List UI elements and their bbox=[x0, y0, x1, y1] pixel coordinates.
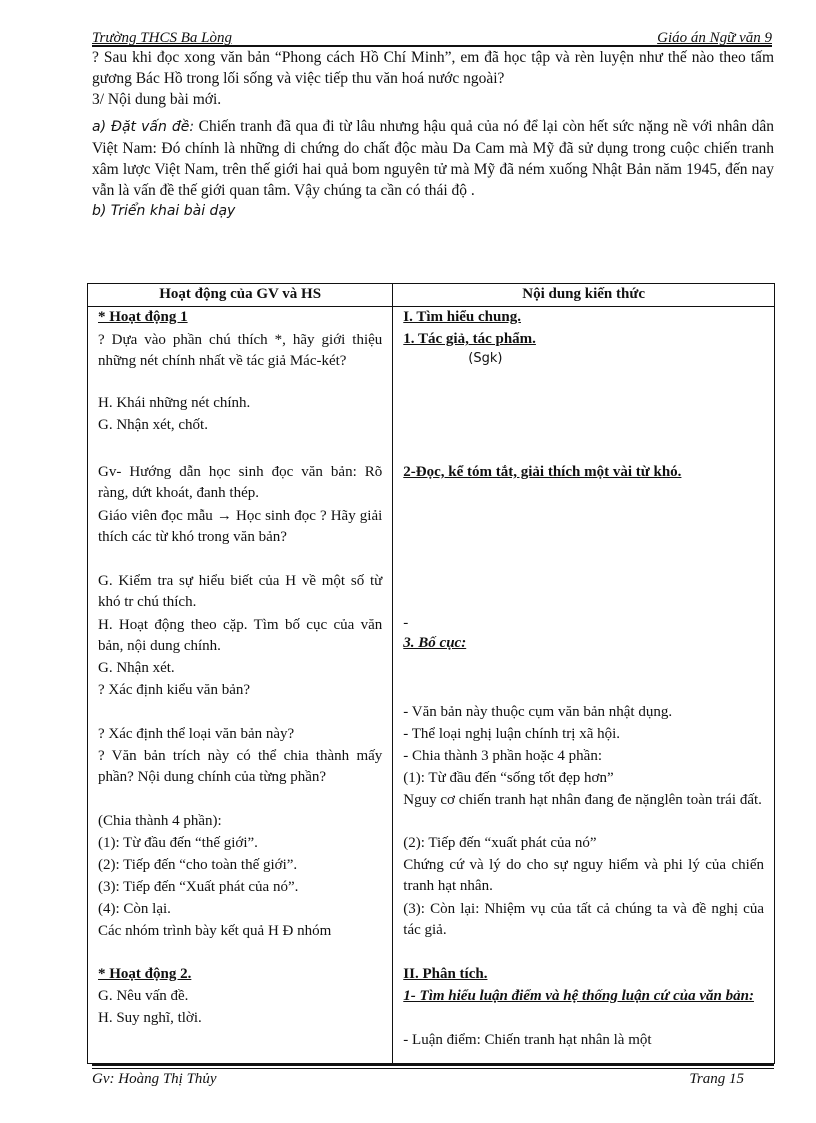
table-header-row bbox=[88, 284, 775, 307]
footer-rule-thick bbox=[92, 1064, 774, 1066]
school-name: Trường THCS Ba Lòng bbox=[92, 30, 232, 46]
vocab-check: G. Kiểm tra sự hiểu biết của H về một số từ khó tr chú thích. bbox=[98, 573, 383, 610]
author-question: ? Dựa vào phần chú thích *, hãy giới thiệu những nét chính nhất về tác giả Mác-két? bbox=[98, 332, 383, 369]
page-number: Trang 15 bbox=[689, 1071, 744, 1087]
knowledge-cell bbox=[393, 307, 775, 1064]
part-2-answer: (2): Tiếp đến “xuất phát của nó” bbox=[403, 835, 597, 851]
problem-text: Chiến tranh đã qua đi từ lâu nhưng hậu quả của nó để lại còn hết sức nặng nề với nhân dân Việt Nam: Đó chính là những di chứng do chất độc màu Da Cam mà Mỹ đã sử dụng trong cuộc chiến tranh xâm lược Việt Nam, trên thế giới hai quả bom nguyên tử mà Mỹ đã ném xuống Nhật Bản năm 1945, đến nay vẫn là vấn đề thế giới quan tâm. Vậy chúng ta cần có thái độ . bbox=[92, 118, 775, 199]
new-lesson-heading: 3/ Nội dung bài mới. bbox=[92, 91, 222, 108]
parts-answer: - Chia thành 3 phần hoặc 4 phần: bbox=[403, 748, 602, 764]
part-2-content: Chứng cứ và lý do cho sự nguy hiểm và phi lý của chiến tranh hạt nhân. bbox=[403, 857, 764, 894]
parts-intro: (Chia thành 4 phần): bbox=[98, 813, 222, 829]
part-1-answer: (1): Từ đầu đến “sống tốt đẹp hơn” bbox=[403, 770, 614, 786]
genre-question: ? Xác định thể loại văn bản này? bbox=[98, 726, 295, 742]
teacher-name: Gv: Hoàng Thị Thủy bbox=[92, 1071, 217, 1087]
parts-question: ? Văn bản trích này có thể chia thành mấy phần? Nội dung chính của từng phần? bbox=[98, 748, 383, 785]
text-type-answer: - Văn bản này thuộc cụm văn bản nhật dụng. bbox=[403, 704, 673, 720]
table-body-row bbox=[88, 307, 775, 1064]
read-model-text: Giáo viên đọc mẫu bbox=[98, 508, 213, 524]
thesis-text: - Luận điểm: Chiến tranh hạt nhân là một bbox=[403, 1032, 652, 1048]
col-left-header: Hoạt động của GV và HS bbox=[88, 284, 393, 307]
subject-title: Giáo án Ngữ văn 9 bbox=[657, 30, 772, 46]
lesson-table bbox=[87, 283, 775, 1064]
student-think: H. Suy nghĩ, tlời. bbox=[98, 1010, 202, 1026]
intro-section bbox=[92, 47, 774, 222]
arrow-right-icon: → bbox=[216, 508, 232, 524]
structure-heading: 3. Bố cục: bbox=[403, 635, 467, 651]
part-1-content: Nguy cơ chiến tranh hạt nhân đang đe nặnglên toàn trái đất. bbox=[403, 792, 762, 808]
activity-2-heading: * Hoạt động 2. bbox=[98, 966, 192, 982]
group-presentation: Các nhóm trình bày kết quả H Đ nhóm bbox=[98, 923, 332, 939]
part-1: (1): Từ đầu đến “thế giới”. bbox=[98, 835, 258, 851]
activity-cell bbox=[88, 307, 393, 1064]
text-type-question: ? Xác định kiểu văn bản? bbox=[98, 682, 251, 698]
teacher-comment-2: G. Nhận xét. bbox=[98, 660, 175, 676]
teacher-issue: G. Nêu vấn đề. bbox=[98, 988, 189, 1004]
part-3: (3): Tiếp đến “Xuất phát của nó”. bbox=[98, 879, 299, 895]
part-3-answer: (3): Còn lại: Nhiệm vụ của tất cả chúng ta và đề nghị của tác giả. bbox=[403, 901, 764, 938]
sgk-reference: (Sgk) bbox=[468, 351, 503, 366]
pair-work: H. Hoạt động theo cặp. Tìm bố cục của văn bản, nội dung chính. bbox=[98, 617, 383, 654]
part-2: (2): Tiếp đến “cho toàn thế giới”. bbox=[98, 857, 298, 873]
col-right-header: Nội dung kiến thức bbox=[393, 284, 775, 307]
activity-1-heading: * Hoạt động 1 bbox=[98, 309, 188, 325]
student-answer-1: H. Khái những nét chính. bbox=[98, 395, 251, 411]
review-question: ? Sau khi đọc xong văn bản “Phong cách Hồ Chí Minh”, em đã học tập và rèn luyện như thế nào theo tấm gương Bác Hồ trong lối sống và việc tiếp thu văn hoá nước ngoài? bbox=[92, 49, 774, 87]
problem-statement bbox=[92, 116, 774, 201]
reading-model bbox=[98, 506, 382, 548]
section-2-heading: II. Phân tích. bbox=[403, 966, 488, 982]
problem-label: a) Đặt vấn đề: bbox=[92, 119, 195, 135]
footer-rule-thin bbox=[92, 1068, 774, 1069]
author-work-heading: 1. Tác giả, tác phẩm. bbox=[403, 331, 536, 347]
part-4: (4): Còn lại. bbox=[98, 901, 171, 917]
genre-answer: - Thể loại nghị luận chính trị xã hội. bbox=[403, 726, 621, 742]
section-1-heading: I. Tìm hiểu chung. bbox=[403, 309, 521, 325]
separator-dot: - bbox=[403, 615, 409, 631]
argument-heading: 1- Tìm hiểu luận điểm và hệ thống luận cứ của văn bản: bbox=[403, 988, 754, 1004]
teacher-comment-1: G. Nhận xét, chốt. bbox=[98, 417, 208, 433]
reading-guide: Gv- Hướng dẫn học sinh đọc văn bản: Rõ ràng, dứt khoát, đanh thép. bbox=[98, 464, 383, 501]
page-header bbox=[92, 26, 772, 48]
page-footer bbox=[92, 1058, 774, 1098]
read-question-text: Học sinh đọc ? Hãy giải thích các từ khó trong văn bản? bbox=[98, 508, 383, 545]
reading-heading: 2-Đọc, kể tóm tắt, giải thích một vài từ khó. bbox=[403, 464, 682, 480]
deploy-heading: b) Triển khai bài dạy bbox=[92, 203, 236, 219]
